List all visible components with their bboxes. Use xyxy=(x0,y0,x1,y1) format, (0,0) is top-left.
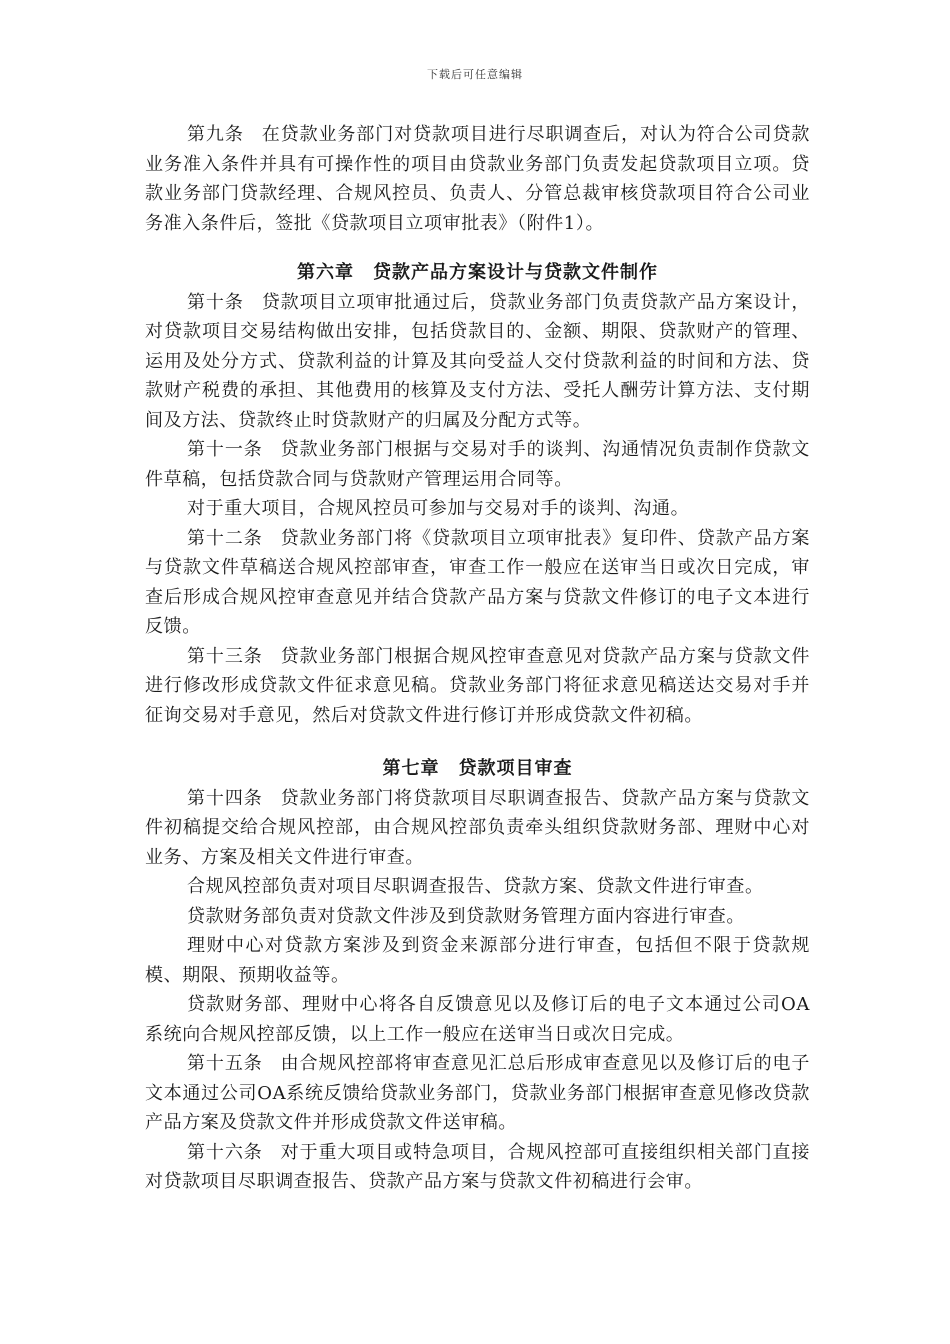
article-text: 贷款业务部门将《贷款项目立项审批表》复印件、贷款产品方案与贷款文件草稿送合规风控部审查，审查工作一般应在送审当日或次日完成，审查后形成合规风控审查意见并结合贷款产品方案与贷款文件修订的电子文本进行反馈。 xyxy=(145,527,811,637)
article-13 xyxy=(145,642,810,731)
article-16 xyxy=(145,1138,810,1197)
article-text: 贷款业务部门根据与交易对手的谈判、沟通情况负责制作贷款文件草稿，包括贷款合同与贷款财产管理运用合同等。 xyxy=(145,439,811,490)
article-number: 第十六条 xyxy=(187,1141,263,1163)
article-10 xyxy=(145,288,810,436)
article-number: 第十四条 xyxy=(187,787,263,809)
article-number: 第十条 xyxy=(187,291,244,313)
article-text: 对于重大项目或特急项目，合规风控部可直接组织相关部门直接对贷款项目尽职调查报告、贷款产品方案与贷款文件初稿进行会审。 xyxy=(145,1141,811,1192)
paragraph-compliance-review: 合规风控部负责对项目尽职调查报告、贷款方案、贷款文件进行审查。 xyxy=(187,876,764,897)
article-14 xyxy=(145,784,810,873)
article-9 xyxy=(145,120,810,238)
paragraph-oa-feedback: 贷款财务部、理财中心将各自反馈意见以及修订后的电子文本通过公司OA系统向合规风控部反馈，以上工作一般应在送审当日或次日完成。 xyxy=(145,994,810,1045)
paragraph-wealth-center-review: 理财中心对贷款方案涉及到资金来源部分进行审查，包括但不限于贷款规模、期限、预期收益等。 xyxy=(145,935,810,986)
article-text: 在贷款业务部门对贷款项目进行尽职调查后，对认为符合公司贷款业务准入条件并具有可操作性的项目由贷款业务部门负责发起贷款项目立项。贷款业务部门贷款经理、合规风控员、负责人、分管总裁审核贷款项目符合公司业务准入条件后，签批《贷款项目立项审批表》（附件1）。 xyxy=(145,124,810,234)
paragraph-major-projects: 对于重大项目，合规风控员可参加与交易对手的谈判、沟通。 xyxy=(187,498,690,519)
document-body xyxy=(145,120,810,1197)
article-number: 第十一条 xyxy=(187,439,263,460)
article-text: 贷款项目立项审批通过后，贷款业务部门负责贷款产品方案设计，对贷款项目交易结构做出安排，包括贷款目的、金额、期限、贷款财产的管理、运用及处分方式、贷款利益的计算及其向受益人交付贷款利益的时间和方法、贷款财产税费的承担、其他费用的核算及支付方法、受托人酬劳计算方法、支付期间及方法、贷款终止时贷款财产的归属及分配方式等。 xyxy=(145,291,810,431)
article-11 xyxy=(145,435,810,494)
article-number: 第九条 xyxy=(187,124,244,145)
paragraph-finance-review: 贷款财务部负责对贷款文件涉及到贷款财务管理方面内容进行审查。 xyxy=(187,905,745,927)
chapter-7-heading: 第七章 贷款项目审查 xyxy=(382,758,573,779)
article-text: 贷款业务部门根据合规风控审查意见对贷款产品方案与贷款文件进行修改形成贷款文件征求意见稿。贷款业务部门将征求意见稿送达交易对手并征询交易对手意见，然后对贷款文件进行修订并形成贷款文件初稿。 xyxy=(145,645,811,726)
article-text: 贷款业务部门将贷款项目尽职调查报告、贷款产品方案与贷款文件初稿提交给合规风控部，由合规风控部负责牵头组织贷款财务部、理财中心对业务、方案及相关文件进行审查。 xyxy=(145,787,811,868)
article-number: 第十五条 xyxy=(187,1053,263,1074)
article-number: 第十三条 xyxy=(187,645,263,667)
chapter-6-heading: 第六章 贷款产品方案设计与贷款文件制作 xyxy=(297,262,658,283)
article-12 xyxy=(145,524,810,642)
article-15 xyxy=(145,1049,810,1138)
article-number: 第十二条 xyxy=(187,527,263,549)
article-text: 由合规风控部将审查意见汇总后形成审查意见以及修订后的电子文本通过公司OA系统反馈给贷款业务部门，贷款业务部门根据审查意见修改贷款产品方案及贷款文件并形成贷款文件送审稿。 xyxy=(145,1053,811,1133)
page-header: 下载后可任意编辑 xyxy=(427,68,523,81)
